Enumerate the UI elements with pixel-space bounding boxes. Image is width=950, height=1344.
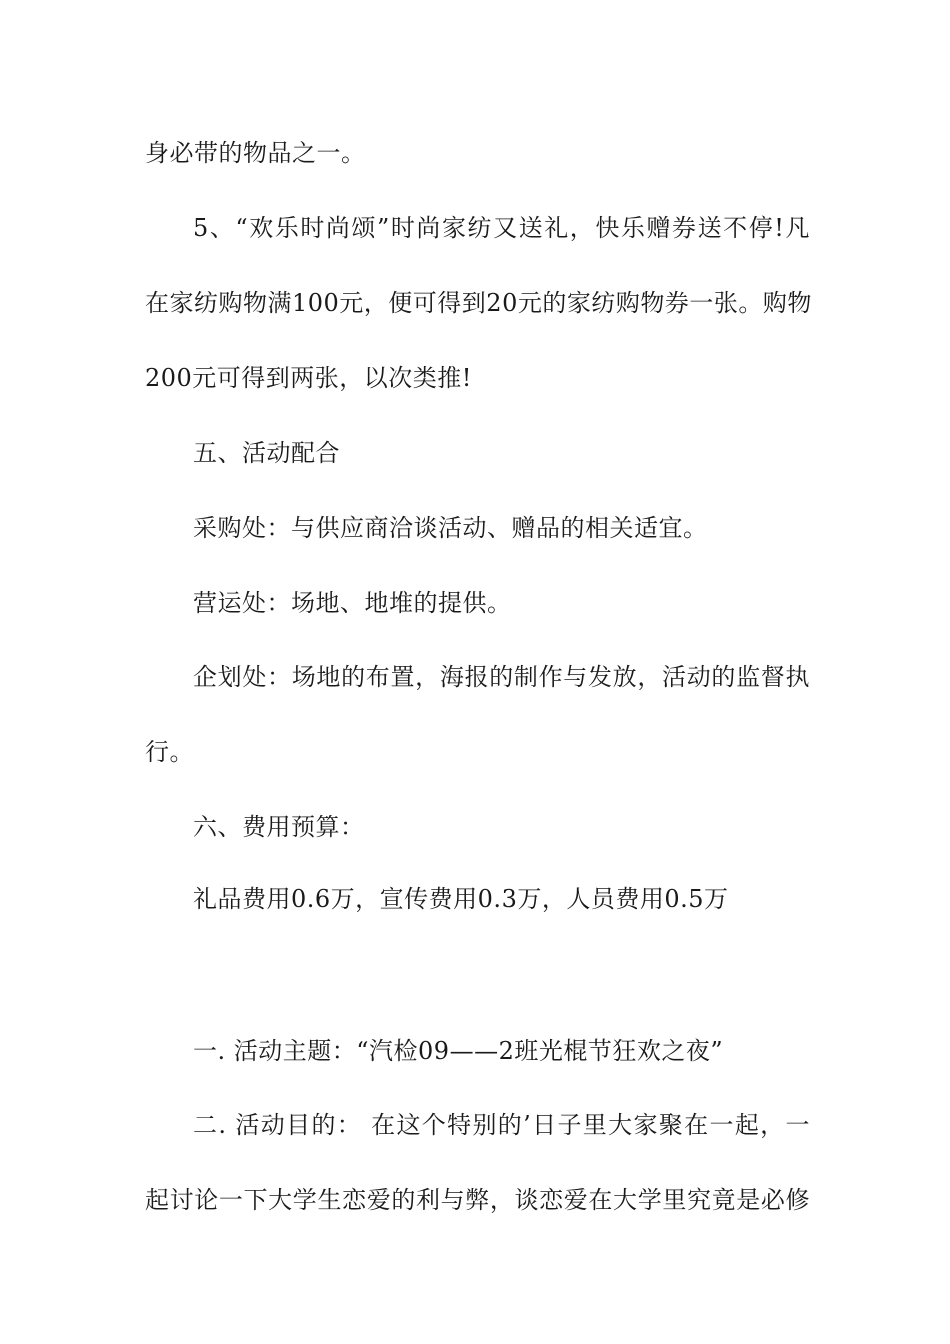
paragraph-line: 营运处：场地、地堆的提供。 (193, 589, 512, 617)
paragraph-line: 行。 (145, 738, 194, 766)
paragraph-line: 礼品费用0.6万，宣传费用0.3万，人员费用0.5万 (193, 885, 729, 913)
paragraph-line: 采购处：与供应商洽谈活动、赠品的相关适宜。 (193, 514, 708, 542)
paragraph-line: 身必带的物品之一。 (145, 139, 366, 167)
paragraph-line: 在家纺购物满100元，便可得到20元的家纺购物券一张。购物 (145, 289, 812, 317)
section-heading: 五、活动配合 (193, 439, 340, 467)
section-heading: 六、费用预算： (193, 813, 365, 841)
paragraph-line: 5、“欢乐时尚颂”时尚家纺又送礼，快乐赠券送不停!凡 (193, 214, 810, 242)
section-heading: 一. 活动主题：“汽检09——2班光棍节狂欢之夜” (193, 1037, 724, 1065)
paragraph-line: 200元可得到两张，以次类推! (145, 364, 472, 392)
paragraph-line: 起讨论一下大学生恋爱的利与弊，谈恋爱在大学里究竟是必修 (145, 1186, 810, 1214)
paragraph-line: 二. 活动目的： 在这个特别的’日子里大家聚在一起，一 (193, 1111, 810, 1139)
paragraph-line: 企划处：场地的布置，海报的制作与发放，活动的监督执 (193, 663, 810, 691)
